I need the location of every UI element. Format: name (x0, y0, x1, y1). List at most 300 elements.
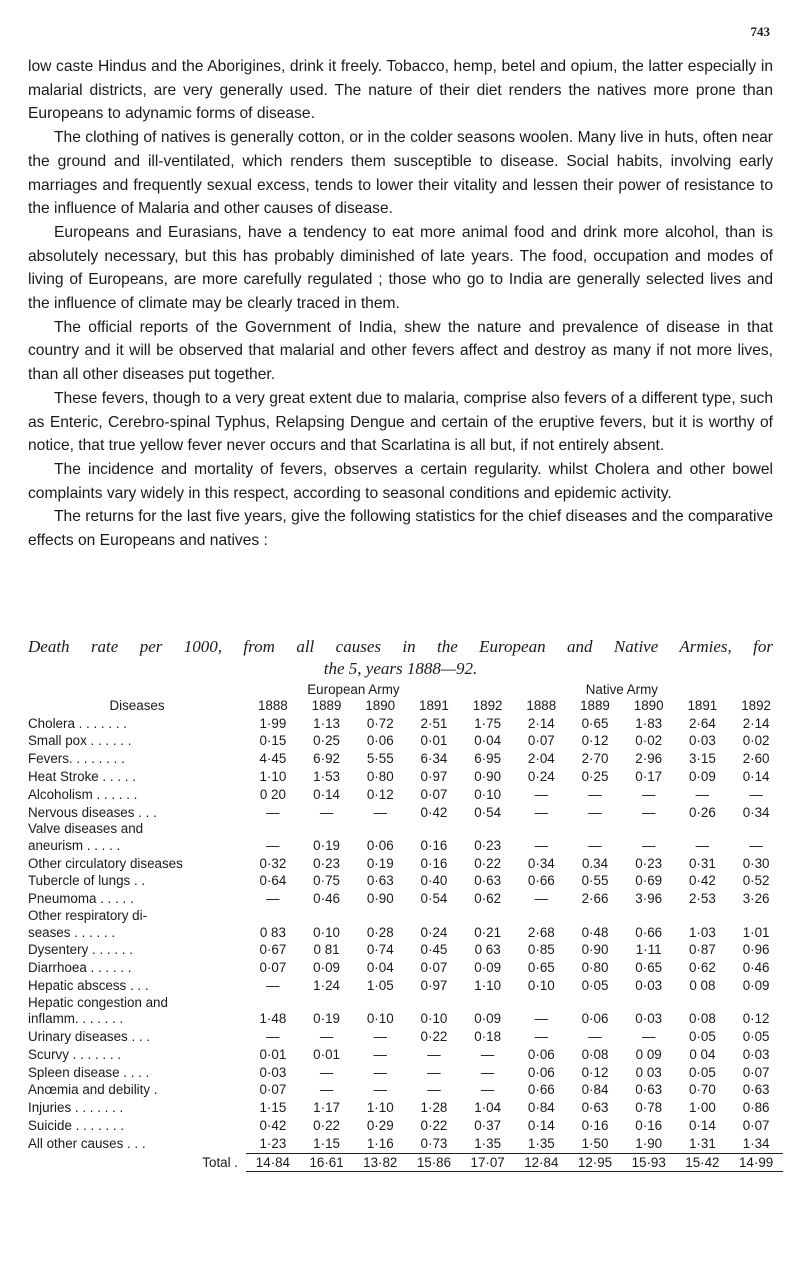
rate-cell: 0·62 (474, 891, 502, 907)
table-row (28, 1099, 783, 1117)
rate-cell: 2·96 (635, 751, 663, 767)
disease-name: Hepatic abscess . . . (28, 977, 149, 993)
rate-cell: — (480, 1064, 495, 1080)
rate-cell: 0·67 (259, 942, 287, 958)
rate-cell: 1·23 (259, 1135, 287, 1151)
table-row (28, 1117, 783, 1135)
total-row (28, 1153, 783, 1172)
rate-cell: 1·10 (259, 768, 287, 784)
native-army-header: Native Army (585, 681, 658, 697)
paragraph: The returns for the last five years, give the following statistics for the chief diseases and the comparative effects on Europeans and natives : (28, 508, 773, 550)
rate-cell: 0·97 (420, 768, 448, 784)
rate-cell: 1·10 (366, 1100, 394, 1116)
rate-cell (676, 995, 730, 1011)
rate-cell: 0·24 (420, 924, 448, 940)
rate-cell: — (534, 786, 548, 802)
table-row (28, 1135, 783, 1153)
rate-cell: — (266, 837, 280, 853)
rate-cell (461, 908, 515, 924)
table-row (28, 995, 783, 1011)
rate-cell: — (749, 786, 763, 802)
rate-cell: 0·30 (742, 855, 770, 871)
disease-name: Injuries . . . . . . . (28, 1100, 124, 1116)
rate-cell: 0·90 (474, 768, 502, 784)
rate-cell: 2·64 (688, 715, 716, 731)
rate-cell: 0 20 (259, 786, 286, 802)
rate-cell: — (319, 1029, 334, 1045)
rate-cell: — (534, 1011, 548, 1027)
rate-cell: 0·22 (313, 1118, 340, 1134)
disease-name: Suicide . . . . . . . (28, 1118, 125, 1134)
rate-cell: 6·95 (474, 751, 502, 767)
rate-cell: — (373, 1029, 387, 1045)
rate-cell: 0·97 (420, 977, 448, 993)
rate-cell (246, 995, 300, 1011)
rate-cell (729, 908, 783, 924)
disease-name: Spleen disease . . . . (28, 1064, 150, 1080)
paragraph: The clothing of natives is generally cotton, or in the colder seasons woolen. Many live in huts, often near the ground and ill-ventilated, which renders them susceptible to disease. Social habits, involving early marriages and frequently sexual excess, tends to lower their vitality and lessen their power of resistance to the influence of Malaria and other causes of disease. (28, 129, 773, 218)
rate-cell: 0·03 (259, 1064, 287, 1080)
rate-cell: 0·37 (474, 1118, 502, 1134)
rate-cell: 0·90 (581, 942, 609, 958)
year-header: 1890 (633, 697, 664, 713)
year-header: 1891 (687, 697, 718, 713)
rate-cell: — (480, 1046, 495, 1062)
rate-cell: 0·14 (313, 786, 340, 802)
rate-cell: 0·07 (259, 1082, 287, 1098)
rate-cell: 0·06 (366, 733, 394, 749)
rate-cell: 0·74 (366, 942, 394, 958)
table-row (28, 1081, 783, 1099)
disease-name: Fevers. . . . . . . . (28, 751, 125, 767)
rate-cell: — (588, 837, 602, 853)
rate-cell (407, 821, 461, 837)
rate-cell: 0·09 (688, 768, 716, 784)
rate-cell: 0·26 (688, 804, 716, 820)
rate-cell: 0·40 (420, 873, 448, 889)
rate-cell: 0·05 (742, 1029, 770, 1045)
rate-cell (622, 821, 676, 837)
rate-cell (300, 995, 354, 1011)
rate-cell: 0·63 (366, 873, 394, 889)
rate-cell: 0 03 (635, 1064, 662, 1080)
total-cell: 16·61 (300, 1153, 354, 1172)
rate-cell: — (534, 1029, 548, 1045)
rate-cell: 2·68 (527, 924, 555, 940)
disease-name: Pneumoma . . . . . (28, 891, 134, 907)
rate-cell: — (373, 1046, 387, 1062)
rate-cell: 0·85 (527, 942, 555, 958)
rate-cell: 0·01 (420, 733, 448, 749)
rate-cell: 0·48 (581, 924, 609, 940)
rate-cell: 4·45 (259, 751, 287, 767)
rate-cell: 0·03 (742, 1046, 770, 1062)
disease-name: Tubercle of lungs . . (28, 873, 146, 889)
rate-cell: — (319, 1082, 334, 1098)
rate-cell: 1·53 (313, 768, 340, 784)
rate-cell: 2·51 (420, 715, 448, 731)
year-header: 1889 (580, 697, 610, 713)
rate-cell (353, 908, 407, 924)
year-header: 1889 (311, 697, 342, 713)
total-cell: 14·99 (729, 1153, 783, 1172)
rate-cell: — (534, 891, 548, 907)
rate-cell: 0·06 (366, 837, 394, 853)
rate-cell: — (266, 977, 280, 993)
rate-cell: 0·07 (742, 1118, 770, 1134)
rate-cell: 1·35 (527, 1135, 555, 1151)
rate-cell: 2·04 (527, 751, 555, 767)
table-row (28, 941, 783, 959)
rate-cell (300, 908, 354, 924)
paragraph: low caste Hindus and the Aborigines, drink it freely. Tobacco, hemp, betel and opium, the latter especially in malarial districts, are very generally used. The nature of their diet renders the natives more prone than Europeans to adynamic forms of disease. (28, 58, 773, 123)
table-caption (28, 636, 773, 680)
rate-cell (622, 908, 676, 924)
rate-cell: 0·12 (581, 733, 609, 749)
rate-cell: 0·63 (474, 873, 502, 889)
rate-cell: 0·04 (366, 960, 394, 976)
rate-cell: 0·75 (313, 873, 340, 889)
table-row (28, 732, 783, 750)
rate-cell: 0·70 (688, 1082, 716, 1098)
rate-cell: 0 04 (689, 1046, 716, 1062)
rate-cell (568, 908, 622, 924)
rate-cell (676, 821, 730, 837)
rate-cell: 1·17 (313, 1100, 340, 1116)
rate-cell: 0·24 (527, 768, 555, 784)
rate-cell: 1·99 (259, 715, 287, 731)
disease-name: seases . . . . . . (28, 924, 116, 940)
rate-cell: 1·34 (742, 1135, 770, 1151)
rate-cell: 0·80 (581, 960, 609, 976)
total-label: Total . (202, 1155, 239, 1171)
rate-cell: 0·42 (420, 804, 448, 820)
rate-cell (246, 821, 300, 837)
rate-cell: — (373, 804, 387, 820)
rate-cell: 0·07 (420, 786, 448, 802)
year-header: 1891 (419, 697, 449, 713)
body-text (28, 55, 773, 553)
rate-cell: — (534, 804, 548, 820)
rate-cell: 2·60 (742, 751, 770, 767)
rate-cell: 0·10 (474, 786, 502, 802)
rate-cell: 0·69 (635, 873, 663, 889)
disease-name: Urinary diseases . . . (28, 1029, 151, 1045)
disease-name: aneurism . . . . . (28, 837, 121, 853)
rate-cell: 0·64 (259, 873, 287, 889)
rate-cell: 0 81 (313, 942, 340, 958)
rate-cell: 0·07 (420, 960, 448, 976)
table-row (28, 804, 783, 822)
rate-cell: 1·15 (259, 1100, 287, 1116)
rate-cell: — (534, 837, 548, 853)
disease-name: Valve diseases and (28, 821, 144, 837)
rate-cell: 0 63 (474, 942, 501, 958)
rate-cell: 0·42 (688, 873, 716, 889)
rate-cell: — (427, 1046, 441, 1062)
group-header-row (28, 679, 783, 697)
rate-cell: — (319, 804, 334, 820)
rate-cell: 0·63 (742, 1082, 770, 1098)
rate-cell: 0·55 (581, 873, 609, 889)
rate-cell: 0·65 (635, 960, 663, 976)
rate-cell: 2·53 (688, 891, 716, 907)
rate-cell: 0·15 (259, 733, 287, 749)
disease-name: Alcoholism . . . . . . (28, 786, 138, 802)
table-body (28, 715, 783, 1172)
rate-cell: — (695, 786, 710, 802)
rate-cell (353, 995, 407, 1011)
rate-cell: 0·25 (581, 768, 609, 784)
rate-cell: 1·31 (688, 1135, 716, 1151)
rate-cell: — (588, 1029, 602, 1045)
rate-cell: — (480, 1082, 495, 1098)
rate-cell: 0·63 (581, 1100, 609, 1116)
total-cell: 13·82 (353, 1153, 407, 1172)
rate-cell (246, 908, 300, 924)
rate-cell: 0·08 (581, 1046, 609, 1062)
rate-cell: 0·04 (474, 733, 502, 749)
rate-cell: 6·92 (313, 751, 340, 767)
rate-cell: — (641, 804, 656, 820)
rate-cell: 0·65 (527, 960, 555, 976)
rate-cell: — (266, 891, 280, 907)
rate-cell: — (641, 1029, 656, 1045)
disease-name: Scurvy . . . . . . . (28, 1046, 122, 1062)
paragraph: The incidence and mortality of fevers, observes a certain regularity. whilst Cholera and other bowel complaints vary widely in this respect, according to seasonal conditions and epidemic activity. (28, 460, 773, 502)
rate-cell: 0·23 (474, 837, 502, 853)
rate-cell: 0·05 (688, 1064, 716, 1080)
rate-cell: 0·32 (259, 855, 287, 871)
rate-cell: 1·11 (635, 942, 662, 958)
rate-cell: 6·34 (420, 751, 448, 767)
rate-cell: 0·80 (366, 768, 394, 784)
rate-cell: 2·14 (527, 715, 555, 731)
rate-cell (514, 908, 568, 924)
rate-cell (300, 821, 354, 837)
table-row (28, 908, 783, 924)
rate-cell: 0·10 (420, 1011, 448, 1027)
rate-cell: — (266, 1029, 280, 1045)
rate-cell: 0·25 (313, 733, 340, 749)
rate-cell: 0·12 (742, 1011, 770, 1027)
rate-cell: 0·22 (420, 1118, 448, 1134)
rate-cell (461, 821, 515, 837)
rate-cell: 0·07 (259, 960, 287, 976)
year-header: 1890 (365, 697, 396, 713)
rate-cell: 1·00 (688, 1100, 716, 1116)
year-header: 1888 (526, 697, 557, 713)
total-cell: 17·07 (461, 1153, 515, 1172)
rate-cell: 0·08 (688, 1011, 716, 1027)
rate-cell: — (641, 837, 656, 853)
rate-cell: 0·19 (313, 837, 340, 853)
total-cell: 12·95 (568, 1153, 622, 1172)
rate-cell: — (749, 837, 763, 853)
rate-cell: — (427, 1064, 441, 1080)
rate-cell: 0·34 (527, 855, 555, 871)
rate-cell: 0.34 (581, 855, 609, 871)
table-row (28, 821, 783, 837)
rate-cell: — (641, 786, 656, 802)
rate-cell: 1·35 (474, 1135, 502, 1151)
rate-cell: 0·05 (581, 977, 609, 993)
table-row (28, 872, 783, 890)
rate-cell: 0·23 (635, 855, 663, 871)
rate-cell: 1·28 (420, 1100, 448, 1116)
rate-cell: 0·86 (742, 1100, 770, 1116)
rate-cell (407, 995, 461, 1011)
rate-cell: 0·54 (420, 891, 448, 907)
rate-cell: 0·23 (313, 855, 340, 871)
rate-cell: 0·62 (688, 960, 716, 976)
rate-cell: 0·21 (474, 924, 502, 940)
paragraph: The official reports of the Government of India, shew the nature and prevalence of disease in that country and it will be observed that malarial and other fevers affect and destroy as many if not more lives, than all other diseases put together. (28, 318, 773, 384)
rate-cell (729, 995, 783, 1011)
disease-name: Small pox . . . . . . (28, 733, 132, 749)
disease-name: Other respiratory di- (28, 908, 148, 924)
rate-cell: — (319, 1064, 334, 1080)
rate-cell: 0·06 (527, 1064, 555, 1080)
rate-cell: 0 83 (259, 924, 286, 940)
rate-cell: — (266, 804, 280, 820)
rate-cell: 0·12 (366, 786, 394, 802)
rate-cell: 0·03 (635, 977, 663, 993)
rate-cell: 0·78 (635, 1100, 663, 1116)
rate-cell: 0·14 (742, 768, 770, 784)
rate-cell: 0·05 (688, 1029, 716, 1045)
rate-cell: 0·34 (742, 804, 770, 820)
rate-cell: 3·15 (688, 751, 716, 767)
rate-cell: 0·12 (581, 1064, 609, 1080)
table-row (28, 855, 783, 873)
rate-cell: 0·28 (366, 924, 394, 940)
rate-cell: 1·90 (635, 1135, 663, 1151)
rate-cell: 0·16 (420, 855, 448, 871)
rate-cell: 0·09 (474, 1011, 502, 1027)
rate-cell: 0·18 (474, 1029, 502, 1045)
rate-cell: — (373, 1082, 387, 1098)
disease-name: Other circulatory diseases (28, 855, 183, 871)
rate-cell: 1·75 (474, 715, 502, 731)
total-cell: 15·42 (676, 1153, 730, 1172)
table-row (28, 924, 783, 942)
disease-name: Cholera . . . . . . . (28, 715, 127, 731)
rate-cell: 1·04 (474, 1100, 502, 1116)
paragraph: Europeans and Eurasians, have a tendency to eat more animal food and drink more alcohol, than is absolutely necessary, but this has probably diminished of late years. The food, occupation and modes of living of Europeans, are more carefully regulated ; those who go to India are generally selected lives and the influence of climate may be clearly traced in them. (28, 223, 773, 313)
disease-name: Heat Stroke . . . . . (28, 768, 136, 784)
rate-cell: 0·84 (581, 1082, 609, 1098)
rate-cell: 0·03 (688, 733, 716, 749)
rate-cell: — (588, 804, 602, 820)
table-row (28, 977, 783, 995)
rate-cell: 1·24 (313, 977, 340, 993)
rate-cell: 0·16 (635, 1118, 663, 1134)
rate-cell: 0·02 (635, 733, 663, 749)
table-row (28, 715, 783, 733)
rate-cell: 0·10 (313, 924, 340, 940)
rate-cell: 3·96 (635, 891, 663, 907)
rate-cell: 0·66 (527, 1082, 555, 1098)
caption-line-1: Death rate per 1000, from all causes in the European and Native Armies, for (28, 637, 773, 656)
rate-cell: 0·31 (688, 855, 716, 871)
rate-cell: 0·63 (635, 1082, 663, 1098)
disease-name: Nervous diseases . . . (28, 804, 157, 820)
rate-cell (461, 995, 515, 1011)
rate-cell: 0·87 (688, 942, 716, 958)
rate-cell: 1·03 (688, 924, 716, 940)
disease-name: All other causes . . . (28, 1136, 146, 1152)
rate-cell: 1·10 (474, 977, 502, 993)
rate-cell: 0·07 (527, 733, 555, 749)
rate-cell: 0·09 (742, 977, 770, 993)
total-cell: 15·93 (622, 1153, 676, 1172)
rate-cell: — (695, 837, 710, 853)
rate-cell: 0·42 (259, 1118, 287, 1134)
disease-name: Hepatic congestion and (28, 994, 168, 1010)
rate-cell: 1·48 (259, 1011, 287, 1027)
disease-name: Diarrhoea . . . . . . (28, 960, 132, 976)
rate-cell: 0·02 (742, 733, 770, 749)
mortality-table (28, 679, 783, 1172)
rate-cell: 3·26 (742, 891, 770, 907)
rate-cell: 1·83 (635, 715, 663, 731)
rate-cell: 1·50 (581, 1135, 609, 1151)
rate-cell: 2·66 (581, 891, 609, 907)
rate-cell (353, 821, 407, 837)
rate-cell: 0·22 (474, 855, 502, 871)
paragraph: These fevers, though to a very great extent due to malaria, comprise also fevers of a different type, such as Enteric, Cerebro-spinal Typhus, Relapsing Dengue and certain of the eruptive fevers, but it is worthy of notice, that true yellow fever never occurs and that Scarlatina is all but, if not entirely absent. (28, 389, 773, 455)
rate-cell: 0·09 (474, 960, 502, 976)
rate-cell: 0·90 (366, 891, 394, 907)
rate-cell: 0·07 (742, 1064, 770, 1080)
rate-cell: 0 09 (635, 1046, 662, 1062)
rate-cell: 1·01 (742, 924, 770, 940)
rate-cell (622, 995, 676, 1011)
rate-cell: 0·72 (366, 715, 394, 731)
rate-cell: 0·96 (742, 942, 770, 958)
rate-cell: 0·10 (527, 977, 555, 993)
rate-cell: 0·06 (527, 1046, 555, 1062)
year-header: 1892 (741, 697, 771, 713)
rate-cell: 0·65 (581, 715, 609, 731)
table-row (28, 1010, 783, 1028)
rate-cell: 0·54 (474, 804, 502, 820)
rate-cell: 1·16 (366, 1135, 394, 1151)
caption-line-2: the 5, years 1888—92. (323, 659, 478, 678)
rate-cell: 0·17 (635, 768, 663, 784)
rate-cell: 1·05 (366, 977, 394, 993)
rate-cell: 0·29 (366, 1118, 394, 1134)
total-cell: 14·84 (246, 1153, 300, 1172)
rate-cell: — (427, 1082, 441, 1098)
table-row (28, 1064, 783, 1082)
table-row (28, 890, 783, 908)
table-row (28, 768, 783, 786)
rate-cell: 0·16 (420, 837, 448, 853)
rate-cell: 0·22 (420, 1029, 448, 1045)
rate-cell (568, 995, 622, 1011)
rate-cell: 0·66 (635, 924, 663, 940)
rate-cell (514, 821, 568, 837)
rate-cell (729, 821, 783, 837)
rate-cell: 0·46 (313, 891, 340, 907)
rate-cell: 0·06 (581, 1011, 609, 1027)
year-header-row (28, 697, 783, 715)
rate-cell: 0·10 (366, 1011, 394, 1027)
table-row (28, 750, 783, 768)
rate-cell: 0·45 (420, 942, 448, 958)
